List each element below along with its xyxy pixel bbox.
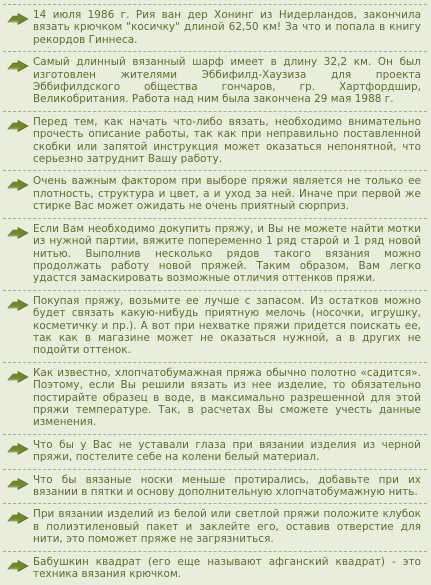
fact-text: Самый длинный вязанный шарф имеет в длину 32,2 км. Он был изготовлен жителями Эббифилд-Хаузиза для проекта Эббифилдского общества гончаров, гр. Хартфордшир, Великобритания. Работа над ним была закончена 29 мая 1988 г. <box>33 56 421 106</box>
green-arrow-bullet-icon <box>7 10 29 22</box>
fact-text: Что бы вязаные носки меньше протирались, добавьте при их вязании в пятки и основу дополнительную хлопчатобумажную нить. <box>33 473 421 498</box>
fact-item <box>3 435 427 470</box>
fact-text: Как известно, хлопчатобумажная пряжа обычно полотно «садится». Поэтому, если Вы решили вязать из нее изделие, то обязательно постирайте образец в воде, в максимально разрешенной для этой пряжи температуре. Так, в расчетах Вы сможете учесть данные изменения. <box>33 366 421 429</box>
green-arrow-bullet-icon <box>7 176 29 188</box>
fact-item <box>3 112 427 172</box>
green-arrow-bullet-icon <box>7 557 29 569</box>
fact-item <box>3 171 427 218</box>
green-arrow-bullet-icon <box>7 475 29 487</box>
fact-text: 14 июля 1986 г. Рия ван дер Хонинг из Нидерландов, закончила вязать крючком "косичку" длиной 62,50 км! За что и попала в книгу рекордов Гиннеса. <box>33 9 421 46</box>
fact-item <box>3 552 427 585</box>
fact-text: Что бы у Вас не уставали глаза при вязании изделия из черной пряжи, постелите себе на колени белый материал. <box>33 438 421 464</box>
green-arrow-bullet-icon <box>7 224 29 236</box>
green-arrow-bullet-icon <box>7 296 29 308</box>
fact-item <box>3 363 427 435</box>
fact-text: Перед тем, как начать что-либо вязать, необходимо внимательно прочесть описание работы, так как при неправильно поставленной скобки или запятой инструкция может оказаться непонятной, что серьезно затруднит Вашу работу. <box>33 115 421 166</box>
green-arrow-bullet-icon <box>7 509 29 521</box>
fact-text: При вязании изделий из белой или светлой пряжи положите клубок в полиэтиленовый пакет и заклейте его, оставив отверстие для нити, это поможет пряже не загрязниться. <box>33 508 421 546</box>
fact-text: Если Вам необходимо докупить пряжу, и Вы не можете найти мотки из нужной партии, вяжите попеременно 1 ряд старой и 1 ряд новой нитью. Выполнив несколько рядов такого вязания можно продолжать работу новой пряжей. Таким образом, Вам легко удастся замаскировать возможные отличия оттенков пряжи. <box>33 222 421 285</box>
fact-item <box>3 219 427 291</box>
fact-text: Покупая пряжу, возьмите ее лучше с запасом. Из остатков можно будет связать какую-нибудь приятную мелочь (носочки, игрушку, косметичку и пр.). А вот при нехватке пряжи придется поискать ее, так как в магазине может не оказаться нужной, а в других не подойти оттенок. <box>33 294 421 357</box>
green-arrow-bullet-icon <box>7 117 29 129</box>
green-arrow-bullet-icon <box>7 368 29 380</box>
fact-item <box>3 52 427 112</box>
fact-item <box>3 291 427 363</box>
fact-item <box>3 5 427 52</box>
fact-item <box>3 470 427 505</box>
green-arrow-bullet-icon <box>7 57 29 69</box>
fact-text: Очень важным фактором при выборе пряжи является не только ее плотность, структура и цвет, а и уход за ней. Иначе при первой же стирке Вас может ожидать не очень приятный сюрприз. <box>33 175 421 213</box>
fact-item <box>3 504 427 551</box>
fact-text: Бабушкин квадрат (его еще называют афганский квадрат) - это техника вязания крючком. <box>33 555 421 581</box>
green-arrow-bullet-icon <box>7 440 29 452</box>
facts-list <box>3 5 427 585</box>
